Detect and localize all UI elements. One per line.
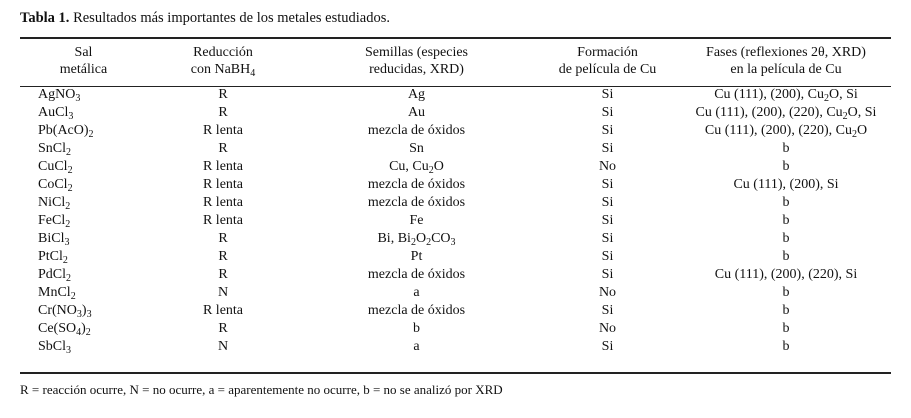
cell-reduction: R lenta — [202, 159, 244, 174]
cell-seeds: Ag — [407, 87, 426, 102]
cell-reduction: R lenta — [202, 195, 244, 210]
cell-reduction: R lenta — [202, 177, 244, 192]
cell-salt: AuCl$_3$ — [38, 105, 74, 122]
cell-phases: b — [782, 195, 790, 210]
cell-seeds: Bi, $Bi_2O_2CO_3$ — [377, 231, 456, 248]
cell-film: Si — [601, 177, 614, 192]
cell-phases: Cu (111), (200), (220), Si — [714, 267, 858, 282]
cell-phases: b — [782, 159, 790, 174]
cell-phases: Cu (111), (200), Si — [733, 177, 839, 192]
cell-phases: b — [782, 249, 790, 264]
cell-salt: SnCl$_2$ — [38, 141, 72, 158]
cell-phases: Cu (111), (200), (220), $Cu_2O$, Si — [695, 105, 877, 122]
table-row — [20, 158, 891, 176]
table-footnote: R = reacción ocurre, N = no ocurre, a = aparentemente no ocurre, b = no se analizó por XRD — [20, 382, 503, 397]
cell-reduction: R lenta — [202, 303, 244, 318]
cell-film: No — [598, 159, 617, 174]
cell-seeds: Pt — [410, 249, 423, 264]
table-row — [20, 320, 891, 338]
cell-seeds: mezcla de óxidos — [367, 123, 466, 138]
header-seeds: Semillas (especies reducidas, XRD) — [364, 45, 469, 77]
cell-phases: b — [782, 231, 790, 246]
cell-seeds: mezcla de óxidos — [367, 267, 466, 282]
cell-seeds: b — [413, 321, 420, 336]
cell-salt: NiCl$_2$ — [38, 195, 71, 212]
table-header-row — [20, 44, 891, 86]
cell-phases: b — [782, 303, 790, 318]
table-row — [20, 140, 891, 158]
cell-phases: b — [782, 285, 790, 300]
table-row — [20, 302, 891, 320]
cell-film: No — [598, 285, 617, 300]
cell-seeds: mezcla de óxidos — [367, 303, 466, 318]
cell-salt: $Ce(SO_4)_2$ — [38, 321, 91, 338]
results-table — [20, 44, 891, 356]
header-reduction: Reducción con NaBH$_4$ — [190, 45, 256, 79]
header-phases: Fases (reflexiones 2θ, XRD) en la película de Cu — [706, 45, 866, 77]
table-row — [20, 338, 891, 356]
cell-film: Si — [601, 105, 614, 120]
table-caption — [20, 10, 390, 27]
cell-salt: MnCl$_2$ — [38, 285, 76, 302]
bottom-rule — [20, 372, 891, 374]
cell-film: No — [598, 321, 617, 336]
cell-salt: $Cr(NO_3)_3$ — [38, 303, 92, 320]
cell-seeds: Sn — [409, 141, 424, 156]
cell-film: Si — [601, 195, 614, 210]
cell-film: Si — [601, 267, 614, 282]
table-row — [20, 284, 891, 302]
cell-reduction: R lenta — [202, 213, 244, 228]
caption-label: Tabla 1. — [20, 10, 70, 26]
table-row — [20, 86, 891, 104]
cell-phases: Cu (111), (200), (220), $Cu_2O$ — [704, 123, 868, 140]
cell-salt: $Pb(AcO)_2$ — [38, 123, 94, 140]
cell-film: Si — [601, 87, 614, 102]
table-row — [20, 176, 891, 194]
cell-film: Si — [601, 231, 614, 246]
table-row — [20, 230, 891, 248]
cell-seeds: a — [413, 285, 420, 300]
table-row — [20, 266, 891, 284]
header-film: Formación de película de Cu — [558, 45, 657, 77]
cell-reduction: N — [217, 339, 229, 354]
cell-salt: FeCl$_2$ — [38, 213, 71, 230]
cell-salt: PdCl$_2$ — [38, 267, 72, 284]
cell-reduction: R — [218, 105, 228, 120]
cell-salt: PtCl$_2$ — [38, 249, 68, 266]
top-rule — [20, 37, 891, 39]
cell-reduction: R — [218, 249, 228, 264]
cell-film: Si — [601, 213, 614, 228]
table-row — [20, 248, 891, 266]
cell-reduction: N — [217, 285, 229, 300]
cell-seeds: mezcla de óxidos — [367, 195, 466, 210]
cell-phases: b — [782, 339, 790, 354]
cell-reduction: R — [218, 231, 228, 246]
cell-reduction: R — [218, 87, 228, 102]
cell-salt: SbCl$_3$ — [38, 339, 72, 356]
cell-seeds: a — [413, 339, 420, 354]
cell-phases: b — [782, 141, 790, 156]
table-row — [20, 212, 891, 230]
cell-seeds: Fe — [409, 213, 424, 228]
cell-seeds: Au — [407, 105, 426, 120]
cell-film: Si — [601, 339, 614, 354]
cell-salt: AgNO$_3$ — [38, 87, 81, 104]
cell-reduction: R lenta — [202, 123, 244, 138]
table-body — [20, 86, 891, 356]
cell-phases: b — [782, 213, 790, 228]
cell-phases: Cu (111), (200), $Cu_2O$, Si — [714, 87, 858, 104]
cell-film: Si — [601, 303, 614, 318]
cell-salt: BiCl$_3$ — [38, 231, 70, 248]
cell-phases: b — [782, 321, 790, 336]
cell-film: Si — [601, 141, 614, 156]
header-salt: Sal metálica — [59, 45, 108, 77]
table-row — [20, 104, 891, 122]
cell-reduction: R — [218, 267, 228, 282]
cell-film: Si — [601, 249, 614, 264]
cell-seeds: mezcla de óxidos — [367, 177, 466, 192]
cell-reduction: R — [218, 141, 228, 156]
cell-film: Si — [601, 123, 614, 138]
cell-reduction: R — [218, 321, 228, 336]
cell-salt: CoCl$_2$ — [38, 177, 73, 194]
table-row — [20, 194, 891, 212]
cell-seeds: Cu, $Cu_2O$ — [389, 159, 444, 176]
cell-salt: CuCl$_2$ — [38, 159, 73, 176]
table-row — [20, 122, 891, 140]
caption-text: Resultados más importantes de los metales estudiados. — [73, 10, 390, 26]
